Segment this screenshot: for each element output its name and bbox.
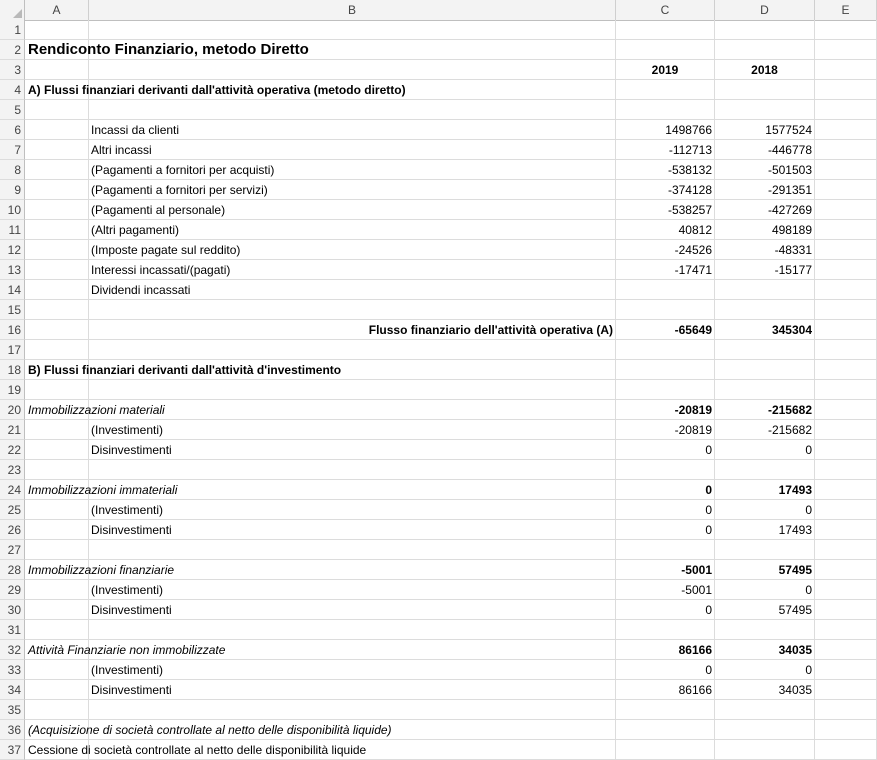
- select-all-corner[interactable]: [0, 0, 25, 20]
- table-row: [0, 620, 877, 640]
- cell-a[interactable]: [25, 60, 89, 80]
- cell-e[interactable]: [815, 320, 877, 340]
- cell-c[interactable]: -20819: [616, 400, 715, 420]
- cell-e[interactable]: [815, 600, 877, 620]
- table-row: [0, 480, 877, 500]
- cell-b[interactable]: Altri incassi: [89, 140, 616, 160]
- cell-c[interactable]: [616, 100, 715, 120]
- table-row: [0, 100, 877, 120]
- table-row: [0, 540, 877, 560]
- row-label-text: Immobilizzazioni finanziarie: [28, 563, 175, 577]
- cell-d[interactable]: -215682: [715, 420, 815, 440]
- cell-b[interactable]: (Pagamenti al personale): [89, 200, 616, 220]
- table-row: [0, 520, 877, 540]
- cell-e[interactable]: [815, 420, 877, 440]
- cell-c[interactable]: -5001: [616, 560, 715, 580]
- cell-d[interactable]: 0: [715, 500, 815, 520]
- cell-e[interactable]: [815, 20, 877, 40]
- row-label-text: A) Flussi finanziari derivanti dall'attività operativa (metodo diretto): [28, 83, 406, 97]
- cell-b[interactable]: [89, 100, 616, 120]
- row-header[interactable]: 16: [0, 320, 25, 340]
- cell-b[interactable]: Disinvestimenti: [89, 520, 616, 540]
- row-header[interactable]: 22: [0, 440, 25, 460]
- cell-c[interactable]: [616, 720, 715, 740]
- row-header[interactable]: 32: [0, 640, 25, 660]
- cell-a[interactable]: [25, 440, 89, 460]
- cell-b[interactable]: [89, 20, 616, 40]
- table-row: [0, 40, 877, 60]
- cell-a[interactable]: [25, 140, 89, 160]
- cell-e[interactable]: [815, 480, 877, 500]
- cell-d[interactable]: -15177: [715, 260, 815, 280]
- table-row: [0, 340, 877, 360]
- row-header[interactable]: 35: [0, 700, 25, 720]
- row-header[interactable]: 7: [0, 140, 25, 160]
- cell-e[interactable]: [815, 500, 877, 520]
- cell-c[interactable]: [616, 740, 715, 760]
- table-row: [0, 660, 877, 680]
- row-header[interactable]: 14: [0, 280, 25, 300]
- row-label-text: Cessione di società controllate al netto delle disponibilità liquide: [28, 743, 367, 757]
- cell-a[interactable]: [25, 500, 89, 520]
- cell-d[interactable]: 2018: [715, 60, 815, 80]
- cell-c[interactable]: -20819: [616, 420, 715, 440]
- cell-d[interactable]: 0: [715, 660, 815, 680]
- cell-c[interactable]: -17471: [616, 260, 715, 280]
- cell-b[interactable]: [89, 300, 616, 320]
- row-header[interactable]: 8: [0, 160, 25, 180]
- cell-a[interactable]: [25, 580, 89, 600]
- cell-e[interactable]: [815, 400, 877, 420]
- cell-d[interactable]: 34035: [715, 640, 815, 660]
- row-label-text: Immobilizzazioni materiali: [28, 403, 165, 417]
- cell-c[interactable]: [616, 20, 715, 40]
- cell-d[interactable]: 34035: [715, 680, 815, 700]
- row-header[interactable]: 23: [0, 460, 25, 480]
- row-header[interactable]: 31: [0, 620, 25, 640]
- cell-d[interactable]: [715, 340, 815, 360]
- cell-e[interactable]: [815, 700, 877, 720]
- cell-c[interactable]: 0: [616, 600, 715, 620]
- cell-a[interactable]: [25, 340, 89, 360]
- cell-d[interactable]: 17493: [715, 480, 815, 500]
- cell-e[interactable]: [815, 100, 877, 120]
- row-header[interactable]: 2: [0, 40, 25, 60]
- cell-c[interactable]: -5001: [616, 580, 715, 600]
- cell-b[interactable]: [89, 460, 616, 480]
- cell-e[interactable]: [815, 60, 877, 80]
- row-header[interactable]: 4: [0, 80, 25, 100]
- cell-c[interactable]: 0: [616, 480, 715, 500]
- cell-a[interactable]: [25, 700, 89, 720]
- column-header-d[interactable]: D: [715, 0, 815, 20]
- cell-b[interactable]: (Altri pagamenti): [89, 220, 616, 240]
- cell-a[interactable]: [25, 320, 89, 340]
- cell-c[interactable]: -24526: [616, 240, 715, 260]
- cell-e[interactable]: [815, 360, 877, 380]
- column-header-c[interactable]: C: [616, 0, 715, 20]
- cell-e[interactable]: [815, 220, 877, 240]
- cell-c[interactable]: [616, 280, 715, 300]
- cell-b[interactable]: Flusso finanziario dell'attività operativa (A): [89, 320, 616, 340]
- cell-c[interactable]: 40812: [616, 220, 715, 240]
- cell-c[interactable]: [616, 40, 715, 60]
- row-header[interactable]: 6: [0, 120, 25, 140]
- row-header[interactable]: 20: [0, 400, 25, 420]
- column-header-e[interactable]: E: [815, 0, 877, 20]
- cell-e[interactable]: [815, 680, 877, 700]
- table-row: [0, 740, 877, 760]
- cell-b[interactable]: Interessi incassati/(pagati): [89, 260, 616, 280]
- cell-e[interactable]: [815, 660, 877, 680]
- cell-d[interactable]: [715, 380, 815, 400]
- row-header[interactable]: 27: [0, 540, 25, 560]
- cell-a[interactable]: [25, 540, 89, 560]
- row-header[interactable]: 30: [0, 600, 25, 620]
- cell-b[interactable]: [89, 340, 616, 360]
- cell-a[interactable]: [25, 200, 89, 220]
- table-row: [0, 120, 877, 140]
- row-header[interactable]: 36: [0, 720, 25, 740]
- table-row: [0, 560, 877, 580]
- cell-c[interactable]: [616, 700, 715, 720]
- table-row: [0, 460, 877, 480]
- table-row: [0, 180, 877, 200]
- cell-c[interactable]: [616, 360, 715, 380]
- cell-a[interactable]: [25, 20, 89, 40]
- cell-d[interactable]: [715, 280, 815, 300]
- row-label-text: B) Flussi finanziari derivanti dall'attività d'investimento: [28, 363, 342, 377]
- cell-a[interactable]: [25, 660, 89, 680]
- cell-d[interactable]: 0: [715, 580, 815, 600]
- cell-c[interactable]: [616, 340, 715, 360]
- cell-d[interactable]: [715, 20, 815, 40]
- cell-a[interactable]: [25, 420, 89, 440]
- cell-a[interactable]: [25, 300, 89, 320]
- cell-b[interactable]: Disinvestimenti: [89, 600, 616, 620]
- cell-b[interactable]: Dividendi incassati: [89, 280, 616, 300]
- cell-e[interactable]: [815, 40, 877, 60]
- cell-b[interactable]: Disinvestimenti: [89, 440, 616, 460]
- cell-c[interactable]: [616, 380, 715, 400]
- cell-b[interactable]: [89, 380, 616, 400]
- table-row: [0, 580, 877, 600]
- cell-b[interactable]: (Investimenti): [89, 660, 616, 680]
- row-header[interactable]: 21: [0, 420, 25, 440]
- cell-d[interactable]: [715, 700, 815, 720]
- cell-d[interactable]: [715, 100, 815, 120]
- row-header[interactable]: 18: [0, 360, 25, 380]
- table-row: [0, 500, 877, 520]
- table-row: [0, 320, 877, 340]
- row-header[interactable]: 5: [0, 100, 25, 120]
- table-row: [0, 380, 877, 400]
- cell-a[interactable]: [25, 520, 89, 540]
- cell-c[interactable]: 2019: [616, 60, 715, 80]
- cell-e[interactable]: [815, 180, 877, 200]
- cell-c[interactable]: [616, 300, 715, 320]
- table-row: [0, 220, 877, 240]
- row-header[interactable]: 9: [0, 180, 25, 200]
- cell-a[interactable]: [25, 120, 89, 140]
- row-header[interactable]: 10: [0, 200, 25, 220]
- row-header[interactable]: 17: [0, 340, 25, 360]
- cell-e[interactable]: [815, 300, 877, 320]
- cell-e[interactable]: [815, 620, 877, 640]
- cell-a[interactable]: [25, 460, 89, 480]
- cell-b[interactable]: [89, 400, 616, 420]
- cell-e[interactable]: [815, 640, 877, 660]
- cell-c[interactable]: -538257: [616, 200, 715, 220]
- table-row: [0, 20, 877, 40]
- cell-d[interactable]: [715, 620, 815, 640]
- cell-a[interactable]: [25, 100, 89, 120]
- row-header[interactable]: 11: [0, 220, 25, 240]
- cell-b[interactable]: (Pagamenti a fornitori per acquisti): [89, 160, 616, 180]
- cell-d[interactable]: 57495: [715, 560, 815, 580]
- cell-c[interactable]: 0: [616, 520, 715, 540]
- cell-c[interactable]: 86166: [616, 640, 715, 660]
- cell-c[interactable]: -112713: [616, 140, 715, 160]
- cell-d[interactable]: [715, 720, 815, 740]
- table-row: [0, 60, 877, 80]
- cell-a[interactable]: [25, 620, 89, 640]
- cell-a[interactable]: [25, 160, 89, 180]
- row-label-text: Immobilizzazioni immateriali: [28, 483, 178, 497]
- cell-d[interactable]: [715, 460, 815, 480]
- cell-d[interactable]: -427269: [715, 200, 815, 220]
- cell-e[interactable]: [815, 720, 877, 740]
- cell-b[interactable]: (Investimenti): [89, 420, 616, 440]
- table-row: [0, 260, 877, 280]
- cell-a[interactable]: [25, 680, 89, 700]
- table-row: [0, 680, 877, 700]
- cell-a[interactable]: [25, 260, 89, 280]
- cell-b[interactable]: [89, 60, 616, 80]
- row-header[interactable]: 1: [0, 20, 25, 40]
- cell-d[interactable]: [715, 740, 815, 760]
- cell-b[interactable]: Incassi da clienti: [89, 120, 616, 140]
- cell-e[interactable]: [815, 260, 877, 280]
- row-header[interactable]: 28: [0, 560, 25, 580]
- row-header[interactable]: 15: [0, 300, 25, 320]
- cell-b[interactable]: Disinvestimenti: [89, 680, 616, 700]
- cell-e[interactable]: [815, 340, 877, 360]
- cell-b[interactable]: (Investimenti): [89, 500, 616, 520]
- cell-e[interactable]: [815, 460, 877, 480]
- table-row: [0, 80, 877, 100]
- row-label-text: Rendiconto Finanziario, metodo Diretto: [28, 41, 309, 58]
- cell-b[interactable]: (Investimenti): [89, 580, 616, 600]
- row-header[interactable]: 29: [0, 580, 25, 600]
- column-header-b[interactable]: B: [89, 0, 616, 20]
- cell-e[interactable]: [815, 560, 877, 580]
- cell-e[interactable]: [815, 160, 877, 180]
- cell-e[interactable]: [815, 740, 877, 760]
- table-row: [0, 300, 877, 320]
- cell-c[interactable]: 1498766: [616, 120, 715, 140]
- cell-d[interactable]: -215682: [715, 400, 815, 420]
- table-row: [0, 200, 877, 220]
- cell-e[interactable]: [815, 280, 877, 300]
- table-row: [0, 700, 877, 720]
- table-row: [0, 140, 877, 160]
- cell-b[interactable]: [89, 700, 616, 720]
- cell-c[interactable]: 0: [616, 660, 715, 680]
- table-row: [0, 440, 877, 460]
- cell-c[interactable]: [616, 80, 715, 100]
- cell-d[interactable]: -446778: [715, 140, 815, 160]
- cell-d[interactable]: [715, 300, 815, 320]
- row-header[interactable]: 3: [0, 60, 25, 80]
- cell-b[interactable]: (Pagamenti a fornitori per servizi): [89, 180, 616, 200]
- cell-e[interactable]: [815, 200, 877, 220]
- cell-d[interactable]: [715, 40, 815, 60]
- cell-c[interactable]: 0: [616, 500, 715, 520]
- table-row: [0, 400, 877, 420]
- cell-e[interactable]: [815, 380, 877, 400]
- table-row: [0, 720, 877, 740]
- row-label-text: (Acquisizione di società controllate al netto delle disponibilità liquide): [28, 723, 392, 737]
- row-header[interactable]: 33: [0, 660, 25, 680]
- cell-a[interactable]: [25, 380, 89, 400]
- cell-d[interactable]: [715, 80, 815, 100]
- row-header[interactable]: 19: [0, 380, 25, 400]
- cell-b[interactable]: [89, 540, 616, 560]
- table-row: [0, 360, 877, 380]
- table-row: [0, 420, 877, 440]
- cell-a[interactable]: [25, 180, 89, 200]
- row-header[interactable]: 25: [0, 500, 25, 520]
- column-header-bar: [0, 0, 877, 21]
- row-header[interactable]: 13: [0, 260, 25, 280]
- cell-e[interactable]: [815, 140, 877, 160]
- cell-c[interactable]: [616, 540, 715, 560]
- cell-d[interactable]: 1577524: [715, 120, 815, 140]
- row-header[interactable]: 26: [0, 520, 25, 540]
- cell-a[interactable]: [25, 280, 89, 300]
- cell-d[interactable]: [715, 540, 815, 560]
- cell-a[interactable]: [25, 220, 89, 240]
- cell-e[interactable]: [815, 520, 877, 540]
- row-label-text: Attività Finanziarie non immobilizzate: [28, 643, 226, 657]
- cell-e[interactable]: [815, 240, 877, 260]
- cell-d[interactable]: 0: [715, 440, 815, 460]
- table-row: [0, 640, 877, 660]
- cell-c[interactable]: -65649: [616, 320, 715, 340]
- cell-e[interactable]: [815, 580, 877, 600]
- row-header[interactable]: 34: [0, 680, 25, 700]
- cell-c[interactable]: 0: [616, 440, 715, 460]
- row-header[interactable]: 12: [0, 240, 25, 260]
- cell-d[interactable]: 498189: [715, 220, 815, 240]
- cell-d[interactable]: -291351: [715, 180, 815, 200]
- cell-e[interactable]: [815, 540, 877, 560]
- cell-d[interactable]: 345304: [715, 320, 815, 340]
- cell-d[interactable]: 57495: [715, 600, 815, 620]
- column-header-a[interactable]: A: [25, 0, 89, 20]
- cell-b[interactable]: [89, 620, 616, 640]
- table-row: [0, 280, 877, 300]
- cell-c[interactable]: -374128: [616, 180, 715, 200]
- cell-c[interactable]: -538132: [616, 160, 715, 180]
- cell-d[interactable]: 17493: [715, 520, 815, 540]
- cell-a[interactable]: [25, 240, 89, 260]
- table-row: [0, 160, 877, 180]
- cell-d[interactable]: [715, 360, 815, 380]
- cell-c[interactable]: 86166: [616, 680, 715, 700]
- cell-d[interactable]: -48331: [715, 240, 815, 260]
- table-row: [0, 240, 877, 260]
- cell-b[interactable]: (Imposte pagate sul reddito): [89, 240, 616, 260]
- table-row: [0, 600, 877, 620]
- row-header[interactable]: 37: [0, 740, 25, 760]
- cell-e[interactable]: [815, 80, 877, 100]
- row-header[interactable]: 24: [0, 480, 25, 500]
- cell-e[interactable]: [815, 440, 877, 460]
- cell-e[interactable]: [815, 120, 877, 140]
- cell-c[interactable]: [616, 460, 715, 480]
- cell-a[interactable]: [25, 600, 89, 620]
- cell-d[interactable]: -501503: [715, 160, 815, 180]
- cell-c[interactable]: [616, 620, 715, 640]
